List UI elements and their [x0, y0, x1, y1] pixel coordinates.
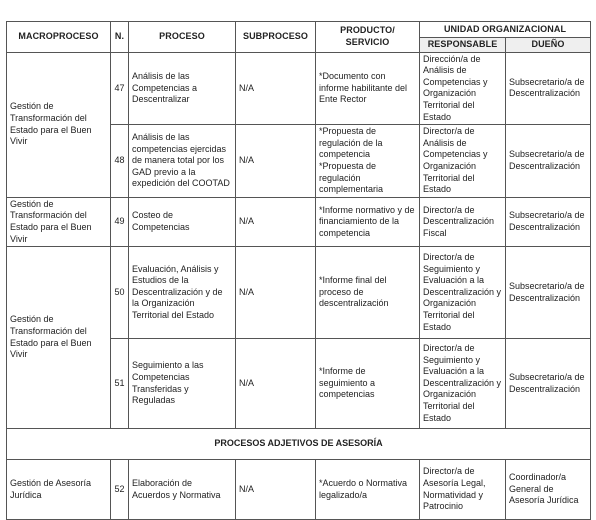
- macroproceso-cell: Gestión de Transformación del Estado para el Buen Vivir: [7, 197, 111, 246]
- responsable-cell: Dirección/a de Análisis de Competencias y Organización Territorial del Estado: [420, 52, 506, 125]
- number-cell: 50: [111, 247, 129, 339]
- macroproceso-cell: Gestión de Asesoría Jurídica: [7, 460, 111, 520]
- number-cell: 48: [111, 125, 129, 198]
- proceso-cell: Seguimiento a las Competencias Transferidas y Reguladas: [129, 339, 236, 429]
- proceso-cell: Elaboración de Acuerdos y Normativa: [129, 460, 236, 520]
- producto-cell: *Informe final del proceso de descentralización: [316, 247, 420, 339]
- header-subproceso: SUBPROCESO: [236, 22, 316, 53]
- macroproceso-cell: Gestión de Transformación del Estado para el Buen Vivir: [7, 52, 111, 197]
- subproceso-cell: N/A: [236, 197, 316, 246]
- number-cell: 49: [111, 197, 129, 246]
- proceso-cell: Costeo de Competencias: [129, 197, 236, 246]
- responsable-cell: Director/a de Descentralización Fiscal: [420, 197, 506, 246]
- number-cell: 47: [111, 52, 129, 125]
- dueno-cell: Subsecretario/a de Descentralización: [506, 125, 591, 198]
- section-title: PROCESOS ADJETIVOS DE ASESORÍA: [7, 429, 591, 460]
- table-row: [7, 460, 591, 520]
- producto-cell: *Informe normativo y de financiamiento de la competencia: [316, 197, 420, 246]
- table-row: [7, 247, 591, 339]
- header-responsable: RESPONSABLE: [420, 38, 506, 53]
- responsable-cell: Director/a de Asesoría Legal, Normatividad y Patrocinio: [420, 460, 506, 520]
- dueno-cell: Subsecretario/a de Descentralización: [506, 197, 591, 246]
- subproceso-cell: N/A: [236, 339, 316, 429]
- proceso-cell: Evaluación, Análisis y Estudios de la Descentralización y de la Organización Territorial del Estado: [129, 247, 236, 339]
- number-cell: 52: [111, 460, 129, 520]
- subproceso-cell: N/A: [236, 52, 316, 125]
- header-proceso: PROCESO: [129, 22, 236, 53]
- header-row-1: [7, 22, 591, 38]
- header-unidad: UNIDAD ORGANIZACIONAL: [420, 22, 591, 38]
- header-n: N.: [111, 22, 129, 53]
- subproceso-cell: N/A: [236, 460, 316, 520]
- proceso-cell: Análisis de las Competencias a Descentralizar: [129, 52, 236, 125]
- producto-cell: *Documento con informe habilitante del Ente Rector: [316, 52, 420, 125]
- proceso-cell: Análisis de las competencias ejercidas de manera total por los GAD previo a la expedición del COOTAD: [129, 125, 236, 198]
- subproceso-cell: N/A: [236, 125, 316, 198]
- responsable-cell: Director/a de Análisis de Competencias y Organización Territorial del Estado: [420, 125, 506, 198]
- header-producto: PRODUCTO/ SERVICIO: [316, 22, 420, 53]
- producto-cell: *Informe de seguimiento a competencias: [316, 339, 420, 429]
- header-dueno: DUEÑO: [506, 38, 591, 53]
- subproceso-cell: N/A: [236, 247, 316, 339]
- responsable-cell: Director/a de Seguimiento y Evaluación a la Descentralización y Organización Territorial del Estado: [420, 247, 506, 339]
- section-row: [7, 429, 591, 460]
- responsable-cell: Director/a de Seguimiento y Evaluación a la Descentralización y Organización Territorial del Estado: [420, 339, 506, 429]
- process-table: [6, 21, 591, 520]
- dueno-cell: Coordinador/a General de Asesoría Jurídica: [506, 460, 591, 520]
- header-macroproceso: MACROPROCESO: [7, 22, 111, 53]
- macroproceso-cell: Gestión de Transformación del Estado para el Buen Vivir: [7, 247, 111, 429]
- dueno-cell: Subsecretario/a de Descentralización: [506, 247, 591, 339]
- number-cell: 51: [111, 339, 129, 429]
- table-row: [7, 197, 591, 246]
- producto-cell: *Propuesta de regulación de la competencia *Propuesta de regulación complementaria: [316, 125, 420, 198]
- table-row: [7, 52, 591, 125]
- dueno-cell: Subsecretario/a de Descentralización: [506, 339, 591, 429]
- dueno-cell: Subsecretario/a de Descentralización: [506, 52, 591, 125]
- producto-cell: *Acuerdo o Normativa legalizado/a: [316, 460, 420, 520]
